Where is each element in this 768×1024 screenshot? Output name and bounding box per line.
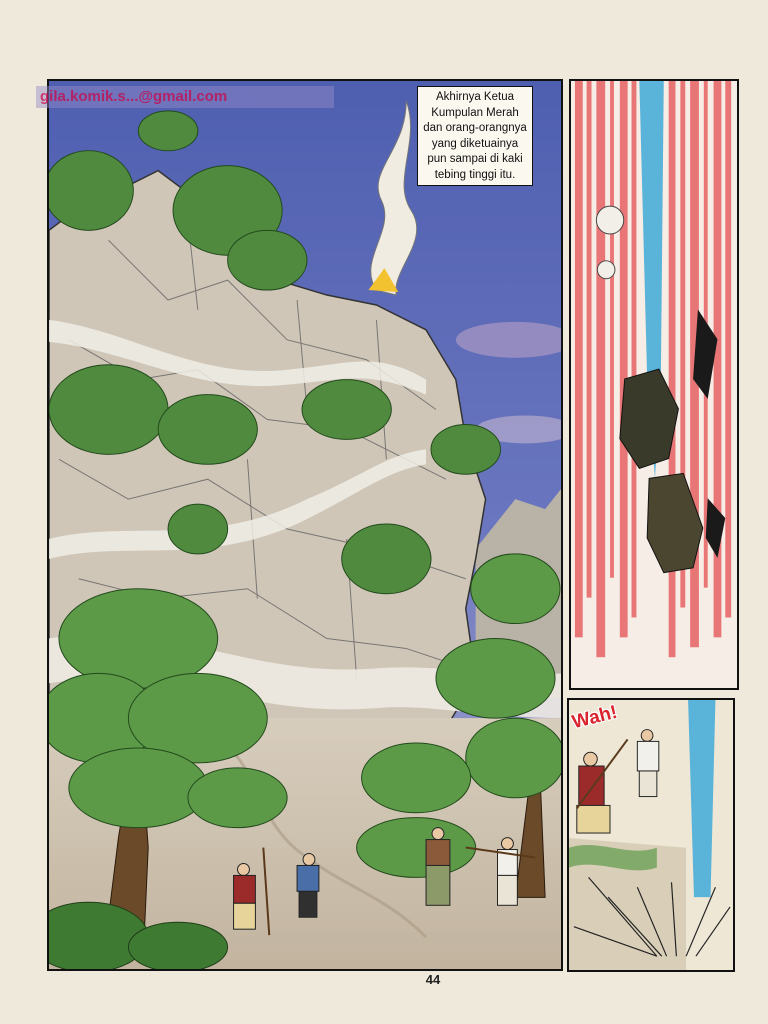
- impact-illustration: [569, 700, 733, 970]
- sound-effect-text: Wah!: [570, 701, 620, 734]
- debris: [596, 206, 623, 234]
- figure-head: [584, 752, 598, 766]
- page-number: 44: [425, 972, 441, 987]
- watermark: gila.komik.s...@gmail.com: [36, 86, 334, 108]
- cliff-illustration: [49, 81, 561, 969]
- panel-falling-figures: [569, 79, 739, 690]
- panel-impact-scene: [567, 698, 735, 972]
- treetop: [138, 111, 198, 151]
- figure-warrior: [426, 828, 450, 906]
- narration-caption: Akhirnya Ketua Kumpulan Merah dan orang-orangnya yang diketuainya pun sampai di kaki tebing tinggi itu.: [417, 86, 533, 186]
- panel-cliff-scene: [47, 79, 563, 971]
- falling-illustration: [571, 81, 737, 688]
- figure-companion: [637, 741, 658, 771]
